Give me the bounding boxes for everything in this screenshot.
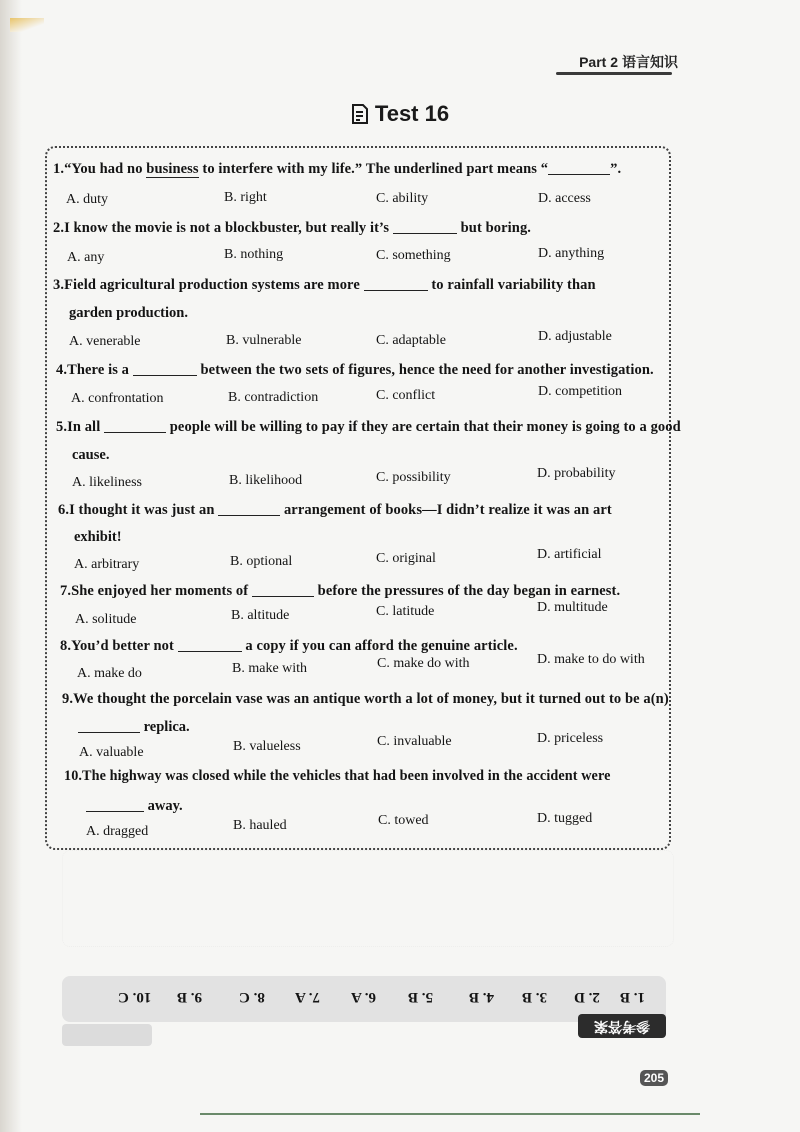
option-b: B. likelihood xyxy=(229,473,303,488)
option-c: C. ability xyxy=(376,191,429,206)
part-label: Part 2 xyxy=(579,54,618,70)
option-c: C. original xyxy=(376,551,436,566)
question-9 xyxy=(62,691,669,708)
question-9-continuation xyxy=(78,718,190,736)
page-edge-shadow xyxy=(0,0,22,1132)
option-c: C. make do with xyxy=(377,656,470,671)
question-5 xyxy=(56,418,681,436)
option-b: B. optional xyxy=(230,554,293,569)
question-6-continuation: exhibit! xyxy=(74,529,122,545)
option-c: C. something xyxy=(376,248,451,263)
option-a: A. duty xyxy=(66,192,108,207)
question-text: arrangement of books—I didn’t realize it was an art xyxy=(280,502,612,518)
option-d: D. artificial xyxy=(537,547,602,562)
question-1 xyxy=(53,160,621,178)
option-d: D. multitude xyxy=(537,600,608,615)
page-fold-mark xyxy=(10,18,44,32)
question-text: replica. xyxy=(140,719,190,735)
answer-blank xyxy=(393,219,457,234)
option-a: A. venerable xyxy=(69,334,141,349)
header-rule xyxy=(556,72,672,75)
option-d: D. probability xyxy=(537,466,616,481)
underlined-word: business xyxy=(146,161,199,177)
bottom-edge-line xyxy=(200,1113,700,1115)
answer-blank xyxy=(78,718,140,733)
answer-item: 10. C xyxy=(118,989,152,1005)
question-text: The highway was closed while the vehicles that had been involved in the accident were xyxy=(82,768,611,784)
answer-blank xyxy=(364,276,428,291)
question-6 xyxy=(58,501,612,519)
option-c: C. conflict xyxy=(376,388,436,403)
bleed-through-area xyxy=(62,850,674,947)
option-c: C. possibility xyxy=(376,470,451,485)
question-text: Field agricultural production systems are more xyxy=(64,277,364,293)
option-c: C. invaluable xyxy=(377,734,452,749)
option-b: B. nothing xyxy=(224,247,284,262)
question-text: a copy if you can afford the genuine article. xyxy=(241,638,518,654)
option-a: A. solitude xyxy=(75,612,137,627)
option-a: A. valuable xyxy=(79,745,144,760)
answer-blank xyxy=(178,637,242,652)
question-5-continuation: cause. xyxy=(72,447,110,463)
page-title xyxy=(0,101,800,127)
answer-item: 8. C xyxy=(239,989,265,1005)
question-number: 3. xyxy=(53,277,65,293)
answer-item: 3. B xyxy=(522,989,548,1005)
question-text: between the two sets of figures, hence the need for another investigation. xyxy=(196,362,654,378)
question-number: 8. xyxy=(60,638,72,654)
option-d: D. adjustable xyxy=(538,329,612,344)
option-c: C. latitude xyxy=(376,604,435,619)
answer-blank xyxy=(86,797,144,812)
answer-key-tab xyxy=(62,1024,152,1046)
answer-blank xyxy=(218,501,280,516)
answer-item: 5. B xyxy=(408,989,434,1005)
section-label: 语言知识 xyxy=(622,54,678,70)
question-text: to rainfall variability than xyxy=(427,277,596,293)
question-number: 6. xyxy=(58,502,70,518)
option-a: A. likeliness xyxy=(72,475,142,490)
question-3-continuation: garden production. xyxy=(69,305,188,321)
answer-item: 7. A xyxy=(295,989,321,1005)
answer-item: 6. A xyxy=(351,989,377,1005)
option-a: A. make do xyxy=(77,666,142,681)
question-number: 1. xyxy=(53,161,65,177)
question-10 xyxy=(64,768,611,785)
document-icon xyxy=(351,104,369,124)
question-number: 2. xyxy=(53,220,65,236)
question-number: 5. xyxy=(56,419,68,435)
question-text: In all xyxy=(67,419,105,435)
question-number: 9. xyxy=(62,691,74,707)
title-text: Test 16 xyxy=(374,101,450,126)
option-a: A. dragged xyxy=(86,824,149,839)
option-b: B. vulnerable xyxy=(226,333,302,348)
option-c: C. adaptable xyxy=(376,333,446,348)
option-a: A. confrontation xyxy=(71,391,164,406)
question-number: 4. xyxy=(56,362,68,378)
question-text: before the pressures of the day began in earnest. xyxy=(313,583,621,599)
answer-blank xyxy=(133,361,197,376)
question-7 xyxy=(60,582,620,600)
option-d: D. tugged xyxy=(537,811,593,826)
question-text: She enjoyed her moments of xyxy=(71,583,252,599)
question-text: “You had no xyxy=(64,161,147,177)
option-a: A. any xyxy=(67,250,105,265)
question-3 xyxy=(53,276,596,294)
question-text: We thought the porcelain vase was an antique worth a lot of money, but it turned out to be a(n) xyxy=(73,691,669,707)
answer-item: 2. D xyxy=(574,989,600,1005)
question-text: I know the movie is not a blockbuster, but really it’s xyxy=(64,220,393,236)
option-b: B. valueless xyxy=(233,739,301,754)
answer-item: 4. B xyxy=(469,989,495,1005)
question-text: to interfere with my life.” The underlined part means “ xyxy=(198,161,549,177)
answer-item: 1. B xyxy=(620,989,646,1005)
question-number: 7. xyxy=(60,583,72,599)
question-text: people will be willing to pay if they are certain that their money is going to a good xyxy=(166,419,681,435)
option-b: B. hauled xyxy=(233,818,287,833)
option-b: B. make with xyxy=(232,661,308,676)
page-number: 205 xyxy=(640,1070,668,1086)
question-10-continuation xyxy=(86,797,183,815)
option-d: D. make to do with xyxy=(537,652,645,667)
answer-blank xyxy=(548,160,610,175)
option-c: C. towed xyxy=(378,813,429,828)
question-text: away. xyxy=(144,798,183,814)
option-d: D. competition xyxy=(538,384,622,399)
answer-blank xyxy=(104,418,166,433)
question-text: You’d better not xyxy=(71,638,178,654)
question-number: 10. xyxy=(64,768,83,784)
question-text: ”. xyxy=(610,161,622,177)
option-d: D. access xyxy=(538,191,591,206)
question-4 xyxy=(56,361,654,379)
question-text: There is a xyxy=(67,362,133,378)
option-b: B. right xyxy=(224,190,267,205)
answer-key-label: 参考答案 xyxy=(578,1014,666,1038)
answer-blank xyxy=(252,582,314,597)
part-header xyxy=(579,52,678,72)
option-b: B. contradiction xyxy=(228,390,319,405)
question-2 xyxy=(53,219,531,237)
question-text: but boring. xyxy=(456,220,532,236)
answer-item: 9. B xyxy=(177,989,203,1005)
question-text: I thought it was just an xyxy=(69,502,219,518)
question-8 xyxy=(60,637,518,655)
option-d: D. priceless xyxy=(537,731,604,746)
option-a: A. arbitrary xyxy=(74,557,140,572)
option-b: B. altitude xyxy=(231,608,290,623)
option-d: D. anything xyxy=(538,246,605,261)
